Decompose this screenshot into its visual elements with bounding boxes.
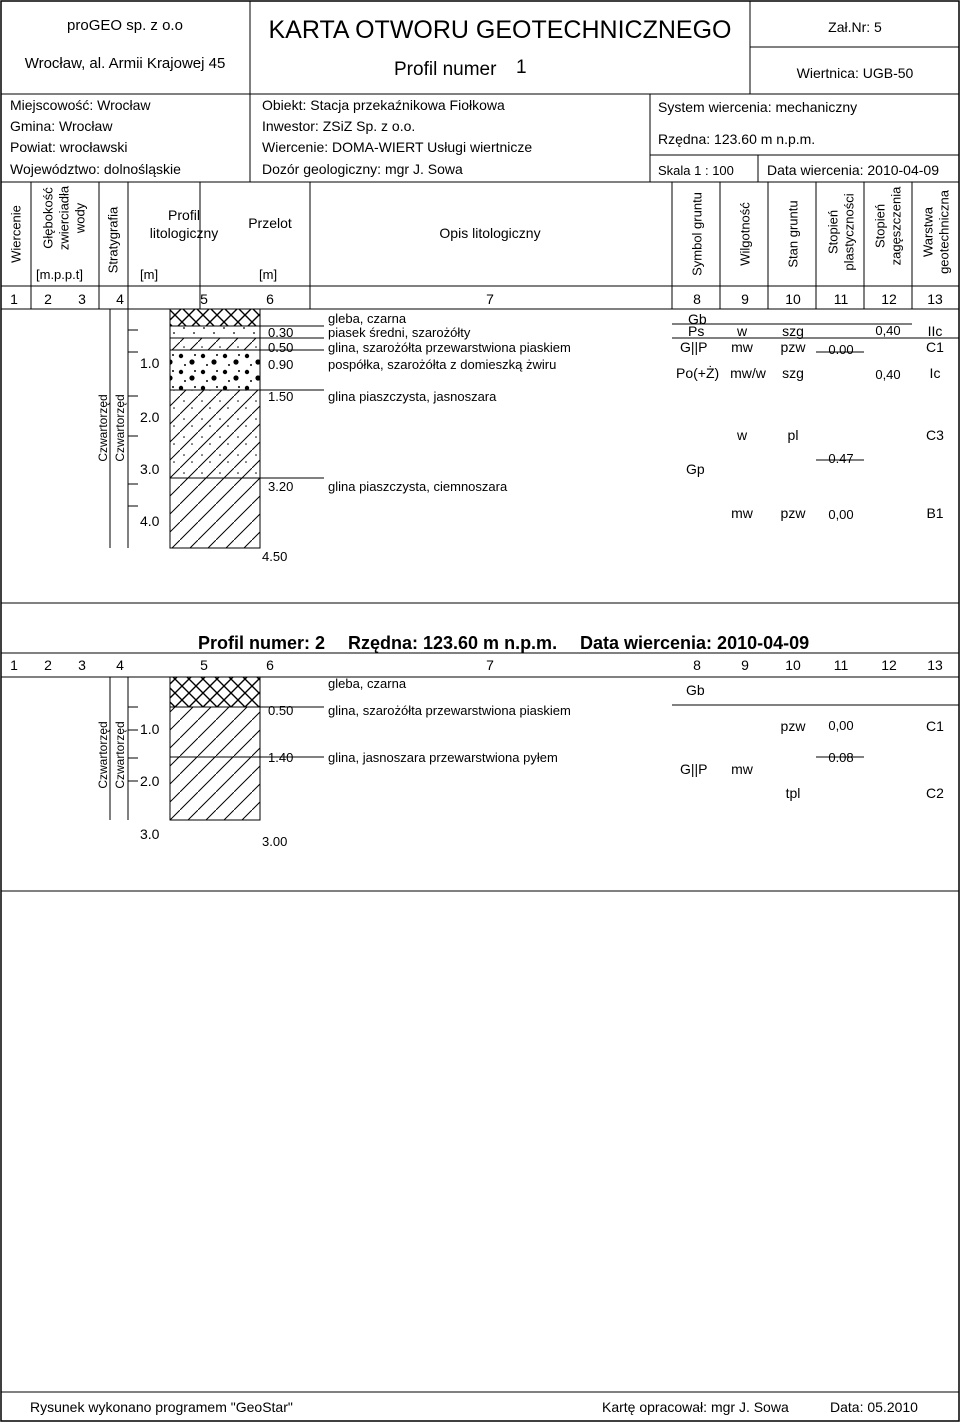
col-zag-line1: Stopień — [872, 203, 888, 249]
depth-tick: 4.0 — [140, 513, 160, 529]
borehole-rig: Wiertnica: UGB-50 — [796, 65, 914, 81]
unit-mppt: [m.p.p.t] — [36, 267, 83, 282]
col-stratygrafia: Stratygrafia — [105, 206, 121, 274]
layer-depth: 0.30 — [268, 325, 294, 340]
col-number: 11 — [833, 291, 849, 307]
col-wilgotnosc: Wilgotność — [737, 202, 753, 266]
layer-depth: 1.40 — [268, 750, 294, 765]
plasticity-index: 0,00 — [828, 507, 854, 522]
geotechnical-layer: C1 — [926, 718, 944, 734]
company-address: Wrocław, al. Armii Krajowej 45 — [24, 55, 226, 72]
moisture: mw/w — [730, 365, 766, 381]
card-title: KARTA OTWORU GEOTECHNICZNEGO — [268, 16, 732, 44]
col-number: 9 — [741, 291, 749, 307]
plasticity-index: 0.47 — [828, 451, 854, 466]
col-number: 10 — [785, 291, 801, 307]
gmina: Gmina: Wrocław — [10, 118, 113, 134]
profile-number-label: Profil numer — [394, 59, 497, 80]
col-profil-line2: litologiczny — [149, 225, 219, 241]
depth-tick: 2.0 — [140, 409, 160, 425]
company-name: proGEO sp. z o.o — [67, 17, 183, 34]
depth-tick: 2.0 — [140, 773, 160, 789]
col-number: 1 — [10, 657, 18, 673]
col-plast-line2: plastyczności — [841, 193, 857, 271]
soil-state: pzw — [780, 339, 806, 355]
col-number: 8 — [693, 657, 701, 673]
layer-depth: 1.50 — [268, 389, 294, 404]
stratigraphy-label: Czwartorzęd — [96, 721, 110, 789]
layer-description: pospółka, szarożółta z domieszką żwiru — [328, 357, 557, 372]
layer-description: glina, szarożółta przewarstwiona piaskiem — [328, 703, 571, 718]
compaction-index: 0,40 — [875, 323, 901, 338]
col-number: 8 — [693, 291, 701, 307]
layer-description: glina, jasnoszara przewarstwiona pyłem — [328, 750, 558, 765]
col-number: 13 — [927, 291, 943, 307]
footer-author: Kartę opracował: mgr J. Sowa — [602, 1399, 789, 1415]
scale: Skala 1 : 100 — [658, 163, 734, 178]
soil-state: pzw — [780, 505, 806, 521]
depth-tick: 3.0 — [140, 461, 160, 477]
col-number: 7 — [486, 657, 494, 673]
profile2-elevation: Rzędna: 123.60 m n.p.m. — [348, 633, 558, 653]
object: Obiekt: Stacja przekaźnikowa Fiołkowa — [262, 97, 505, 113]
col-plast-line1: Stopień — [825, 209, 841, 255]
col-number: 6 — [266, 657, 274, 673]
attachment-number: Zał.Nr: 5 — [828, 19, 882, 35]
col-number: 2 — [44, 657, 52, 673]
col-number: 1 — [10, 291, 18, 307]
layer-description: gleba, czarna — [328, 311, 407, 326]
col-depth-line2: zwierciadła — [56, 185, 72, 251]
layer-description: gleba, czarna — [328, 676, 407, 691]
col-number: 12 — [881, 657, 897, 673]
soil-symbol: Po(+Ż) — [676, 365, 720, 381]
soil-symbol: Ps — [688, 323, 705, 339]
drilling-date: Data wiercenia: 2010-04-09 — [767, 162, 939, 178]
layer-description: glina piaszczysta, jasnoszara — [328, 389, 497, 404]
soil-symbol: Gb — [686, 682, 705, 698]
elevation: Rzędna: 123.60 m n.p.m. — [658, 131, 816, 147]
col-number: 5 — [200, 657, 208, 673]
stratigraphy-label: Czwartorzęd — [96, 394, 110, 462]
col-profil-line1: Profil — [168, 207, 200, 223]
compaction-index: 0,40 — [875, 367, 901, 382]
layer-description: glina, szarożółta przewarstwiona piaskiem — [328, 340, 571, 355]
location: Miejscowość: Wrocław — [10, 97, 151, 113]
col-number: 4 — [116, 657, 124, 673]
unit-m-profil: [m] — [140, 267, 159, 282]
soil-state: pl — [787, 427, 799, 443]
profile-number-value: 1 — [516, 57, 527, 78]
unit-m-przelot: [m] — [259, 267, 278, 282]
footer-program: Rysunek wykonano programem "GeoStar" — [30, 1399, 293, 1415]
col-number: 3 — [78, 291, 86, 307]
geotechnical-layer: B1 — [926, 505, 944, 521]
end-depth: 3.00 — [262, 834, 288, 849]
stratigraphy-label: Czwartorzęd — [113, 721, 127, 789]
layer-description: glina piaszczysta, ciemnoszara — [328, 479, 508, 494]
layer-depth: 0.50 — [268, 703, 294, 718]
geological-supervision: Dozór geologiczny: mgr J. Sowa — [262, 161, 463, 177]
col-number: 2 — [44, 291, 52, 307]
soil-state: pzw — [780, 718, 806, 734]
depth-tick: 3.0 — [140, 826, 160, 842]
profile2-date: Data wiercenia: 2010-04-09 — [580, 633, 810, 653]
soil-state: tpl — [785, 785, 801, 801]
layer-depth: 0.50 — [268, 340, 294, 355]
geotechnical-layer: Ic — [929, 365, 941, 381]
stratigraphy-label: Czwartorzęd — [113, 394, 127, 462]
col-number: 13 — [927, 657, 943, 673]
col-number: 4 — [116, 291, 124, 307]
col-depth-line1: Głębokość — [40, 187, 56, 249]
col-zag-line2: zagęszczenia — [888, 186, 904, 266]
wojewodztwo: Województwo: dolnośląskie — [10, 161, 181, 177]
depth-tick: 1.0 — [140, 721, 160, 737]
geotechnical-layer: C2 — [926, 785, 944, 801]
soil-symbol: Gp — [686, 461, 705, 477]
col-symbol: Symbol gruntu — [689, 192, 705, 276]
geotechnical-layer: C1 — [926, 339, 944, 355]
moisture: w — [736, 323, 748, 339]
soil-symbol: G||P — [680, 339, 708, 355]
col-number: 6 — [266, 291, 274, 307]
soil-state: szg — [782, 323, 804, 339]
col-number: 9 — [741, 657, 749, 673]
geotechnical-layer: IIc — [927, 323, 943, 339]
geotechnical-layer: C3 — [926, 427, 944, 443]
col-warstwa-line1: Warstwa — [920, 206, 936, 258]
plasticity-index: 0.00 — [828, 342, 854, 357]
col-number: 10 — [785, 657, 801, 673]
depth-tick: 1.0 — [140, 355, 160, 371]
col-number: 7 — [486, 291, 494, 307]
col-stan: Stan gruntu — [785, 200, 801, 268]
layer-depth: 0.90 — [268, 357, 294, 372]
moisture: mw — [731, 761, 753, 777]
drilling-system: System wiercenia: mechaniczny — [658, 99, 858, 115]
col-depth-line3: wody — [72, 202, 88, 234]
plasticity-index: 0.08 — [828, 750, 854, 765]
moisture: mw — [731, 505, 753, 521]
col-number: 5 — [200, 291, 208, 307]
col-opis: Opis litologiczny — [439, 225, 541, 241]
powiat: Powiat: wrocławski — [10, 139, 128, 155]
plasticity-index: 0,00 — [828, 718, 854, 733]
layer-description: piasek średni, szarożółty — [328, 325, 471, 340]
drilling-company: Wiercenie: DOMA-WIERT Usługi wiertnicze — [262, 139, 533, 155]
moisture: w — [736, 427, 748, 443]
end-depth: 4.50 — [262, 549, 288, 564]
col-number: 11 — [833, 657, 849, 673]
moisture: mw — [731, 339, 753, 355]
col-number: 12 — [881, 291, 897, 307]
col-number: 3 — [78, 657, 86, 673]
soil-state: szg — [782, 365, 804, 381]
col-warstwa-line2: geotechniczna — [936, 190, 952, 274]
footer-date: Data: 05.2010 — [830, 1399, 918, 1415]
col-przelot: Przelot — [248, 215, 292, 231]
profile2-heading: Profil numer: 2 — [198, 633, 326, 653]
soil-symbol: G||P — [680, 761, 708, 777]
layer-depth: 3.20 — [268, 479, 294, 494]
investor: Inwestor: ZSiZ Sp. z o.o. — [262, 118, 416, 134]
soil-symbol: Gb — [688, 311, 707, 327]
col-wiercenie: Wiercenie — [8, 205, 24, 263]
